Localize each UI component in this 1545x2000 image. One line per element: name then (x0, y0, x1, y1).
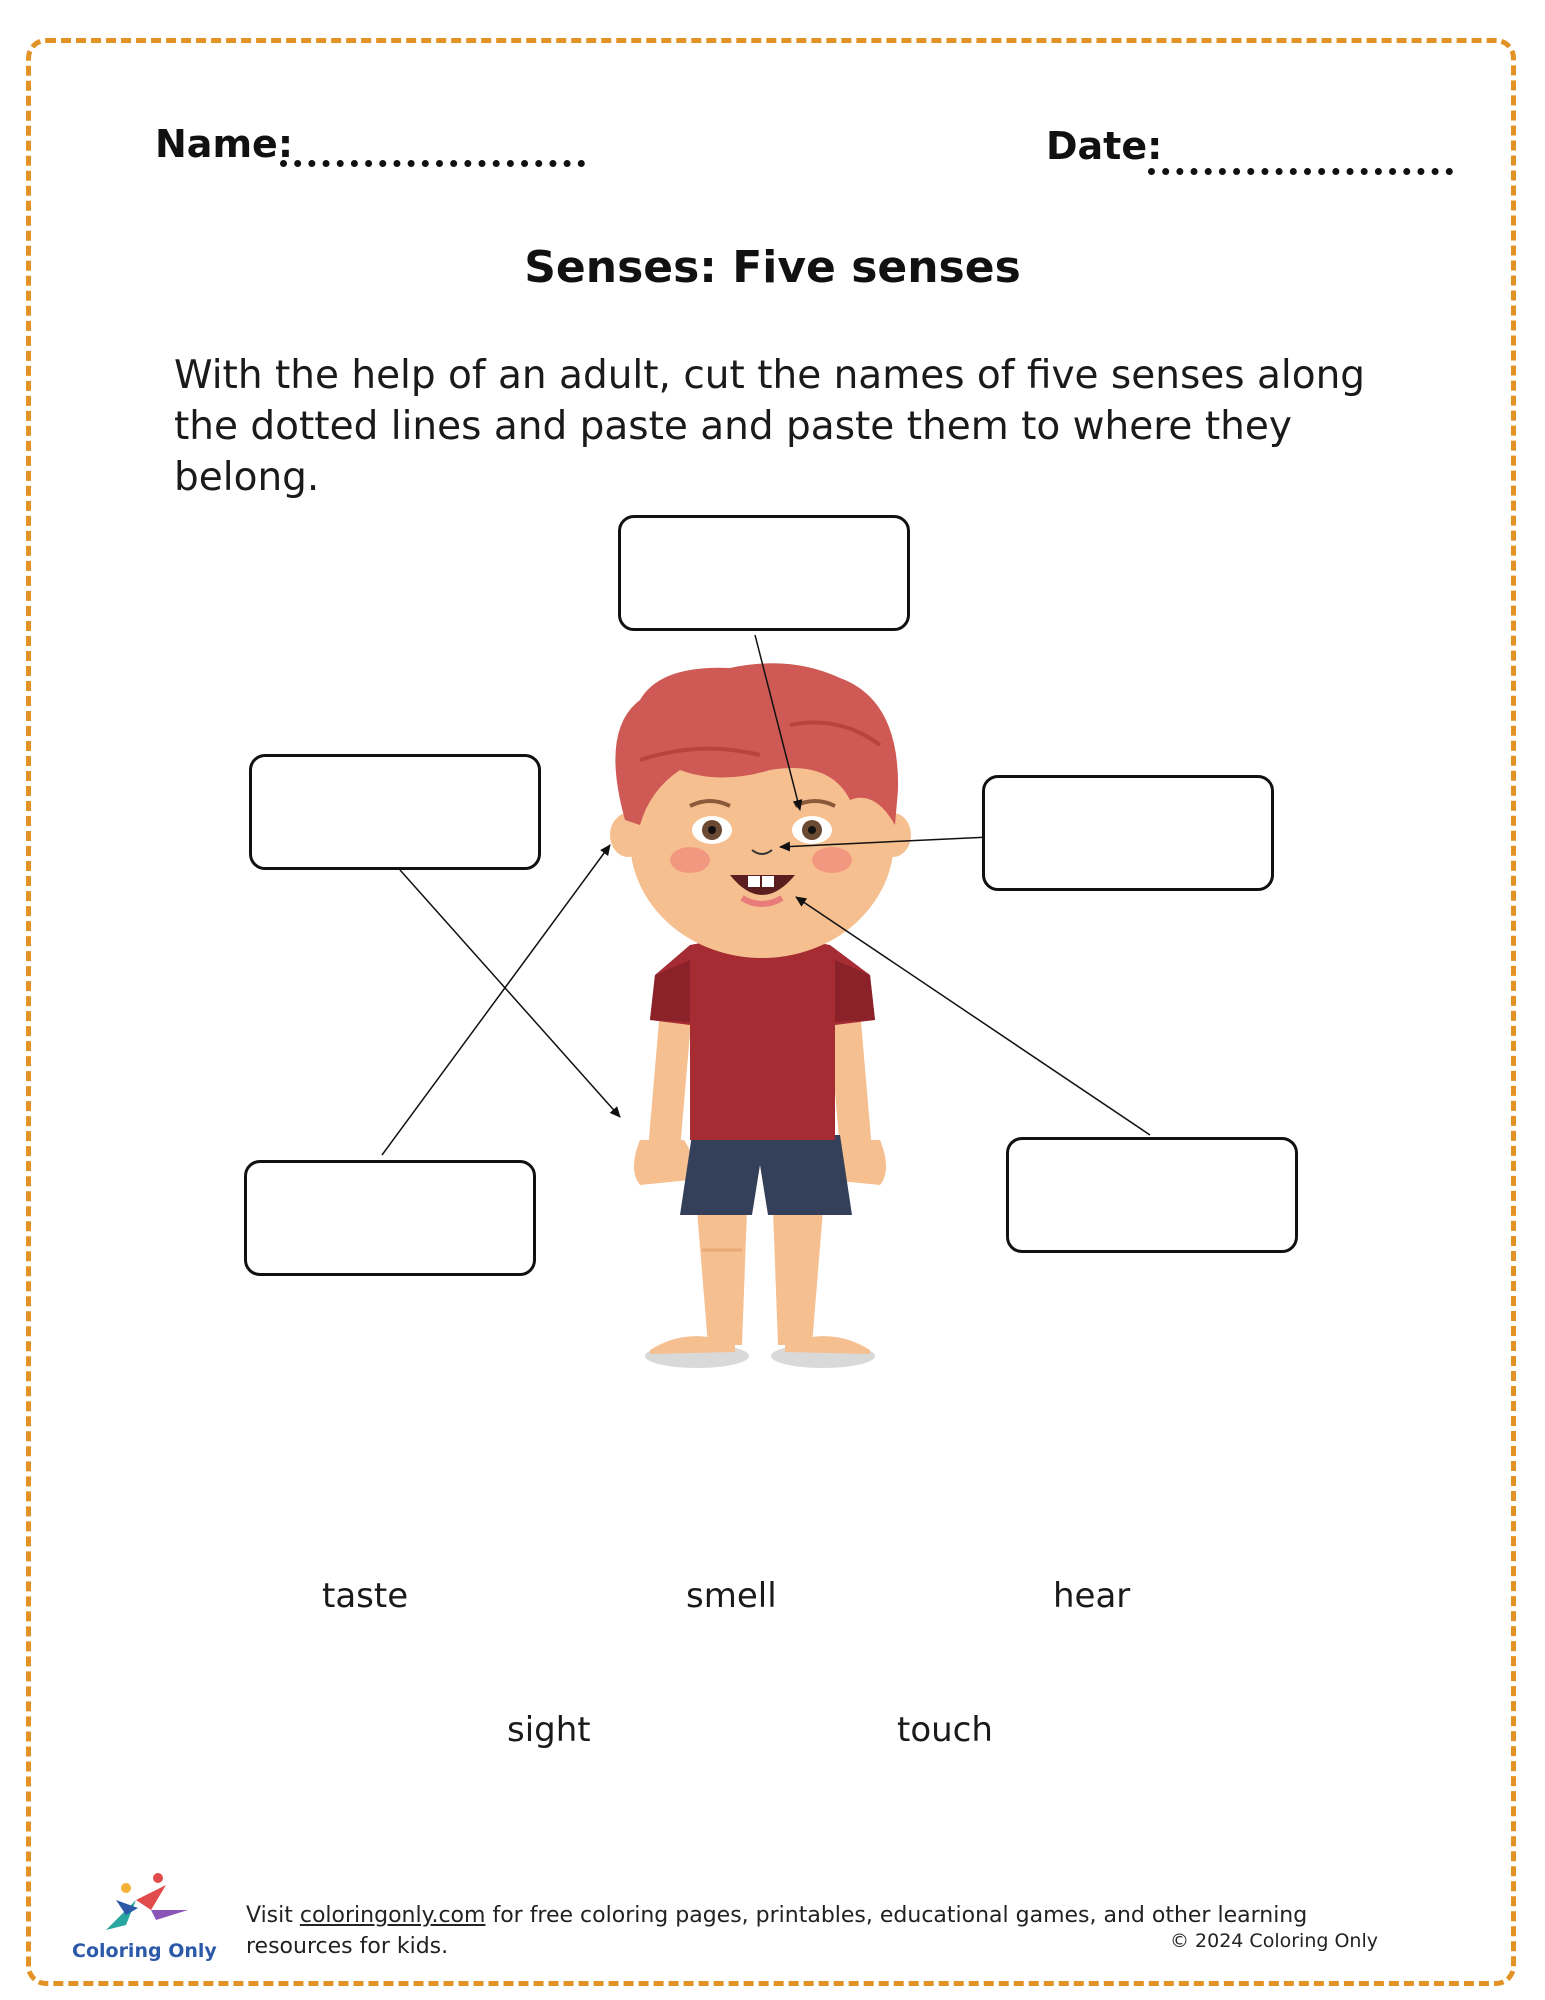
paste-box-top[interactable] (618, 515, 910, 631)
arrow-to-ear (382, 845, 610, 1155)
boy-illustration (610, 663, 911, 1368)
footer-visit-suffix: for free coloring pages, printables, educational games, and other learning resources for kids. (246, 1903, 1308, 1959)
word-taste[interactable]: taste (322, 1576, 409, 1616)
word-smell[interactable]: smell (686, 1576, 777, 1616)
word-sight[interactable]: sight (507, 1710, 591, 1750)
paste-box-right-upper[interactable] (982, 775, 1274, 891)
arrow-to-hand (400, 870, 620, 1117)
copyright-text: © 2024 Coloring Only (1170, 1930, 1378, 1952)
name-label: Name: (155, 122, 294, 166)
logo-text: Coloring Only (72, 1940, 217, 1962)
word-hear[interactable]: hear (1053, 1576, 1131, 1616)
paste-box-left-lower[interactable] (244, 1160, 536, 1276)
coloring-only-logo (96, 1870, 196, 1940)
instructions-text: With the help of an adult, cut the names of five senses along the dotted lines and paste and paste them to where they belong. (174, 353, 1366, 500)
worksheet-title: Senses: Five senses (524, 242, 1021, 293)
paste-box-right-lower[interactable] (1006, 1137, 1298, 1253)
date-label: Date: (1046, 124, 1163, 168)
footer-visit-prefix: Visit (246, 1903, 300, 1928)
paste-box-left-upper[interactable] (249, 754, 541, 870)
coloringonly-link[interactable]: coloringonly.com (299, 1903, 486, 1928)
word-touch[interactable]: touch (897, 1710, 993, 1750)
